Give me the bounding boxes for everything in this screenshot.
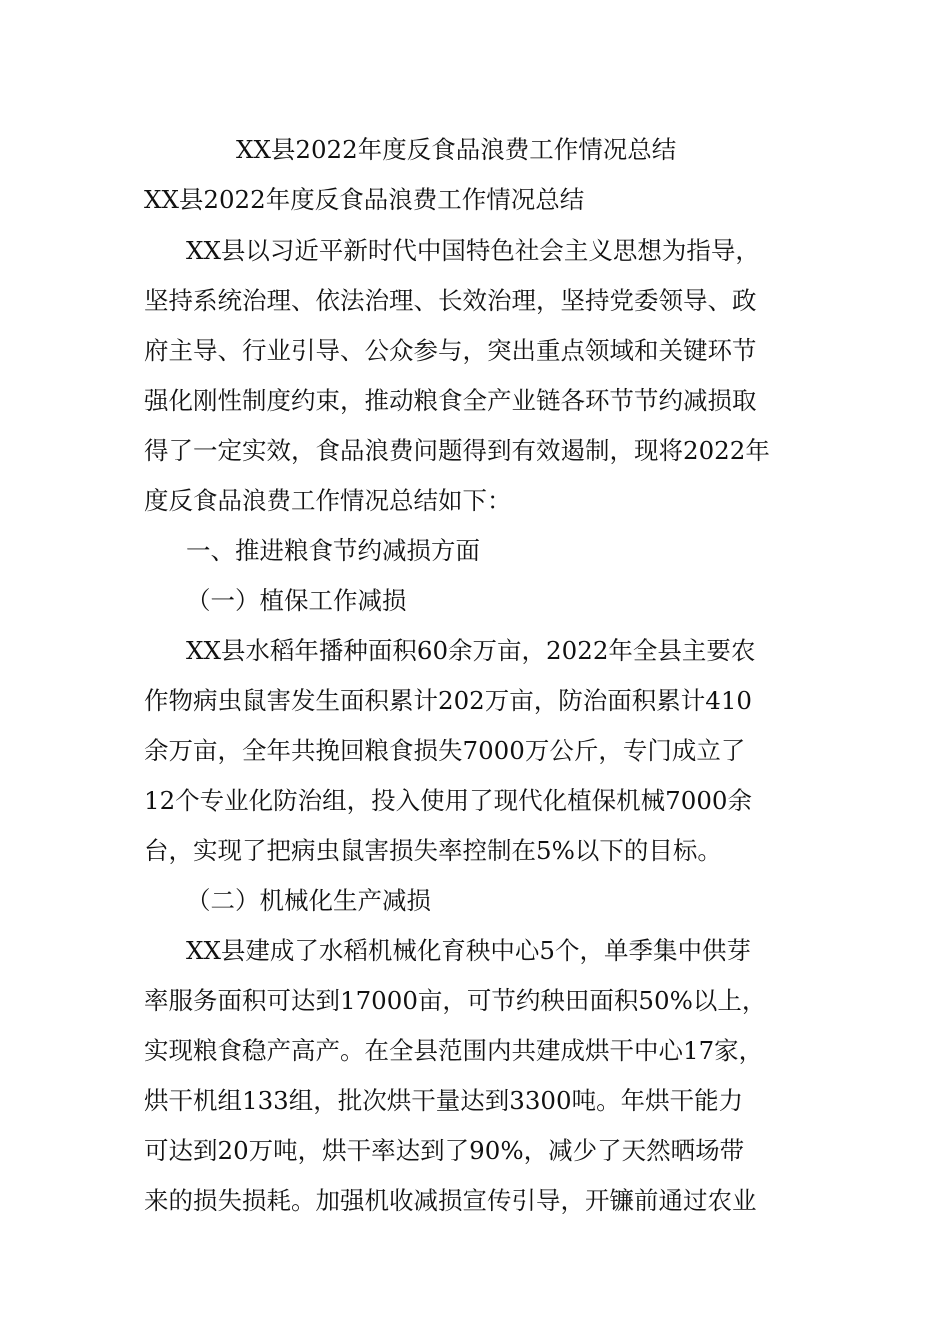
subsection-paragraph-line: XX县建成了水稻机械化育秧中心5个，单季集中供芽: [186, 936, 751, 965]
document-title: XX县2022年度反食品浪费工作情况总结: [236, 135, 677, 164]
subsection-paragraph-line: 作物病虫鼠害发生面积累计202万亩，防治面积累计410: [144, 686, 753, 715]
subsection-paragraph-line: 来的损失损耗。加强机收减损宣传引导，开镰前通过农业: [144, 1186, 757, 1215]
subsection-paragraph-line: 余万亩，全年共挽回粮食损失7000万公斤，专门成立了: [144, 736, 746, 765]
intro-paragraph-line: 坚持系统治理、依法治理、长效治理，坚持党委领导、政: [144, 286, 757, 315]
subsection-paragraph-line: 可达到20万吨，烘干率达到了90%，减少了天然晒场带: [144, 1136, 745, 1165]
document-subtitle: XX县2022年度反食品浪费工作情况总结: [144, 185, 585, 214]
intro-paragraph-line: 府主导、行业引导、公众参与，突出重点领域和关键环节: [144, 336, 757, 365]
intro-paragraph-line: 度反食品浪费工作情况总结如下：: [144, 486, 512, 515]
subsection-paragraph-line: 烘干机组133组，批次烘干量达到3300吨。年烘干能力: [144, 1086, 744, 1115]
section-heading: 一、推进粮食节约减损方面: [186, 536, 480, 565]
subsection-paragraph-line: XX县水稻年播种面积60余万亩，2022年全县主要农: [186, 636, 756, 665]
subsection-heading: （一）植保工作减损: [186, 586, 407, 615]
intro-paragraph-line: XX县以习近平新时代中国特色社会主义思想为指导，: [186, 236, 760, 265]
subsection-paragraph-line: 台，实现了把病虫鼠害损失率控制在5%以下的目标。: [144, 836, 722, 865]
intro-paragraph-line: 得了一定实效，食品浪费问题得到有效遏制，现将2022年: [144, 436, 770, 465]
subsection-paragraph-line: 率服务面积可达到17000亩，可节约秧田面积50%以上，: [144, 986, 767, 1015]
subsection-paragraph-line: 实现粮食稳产高产。在全县范围内共建成烘干中心17家，: [144, 1036, 764, 1065]
subsection-heading: （二）机械化生产减损: [186, 886, 431, 915]
intro-paragraph-line: 强化刚性制度约束，推动粮食全产业链各环节节约减损取: [144, 386, 757, 415]
subsection-paragraph-line: 12个专业化防治组，投入使用了现代化植保机械7000余: [144, 786, 753, 815]
